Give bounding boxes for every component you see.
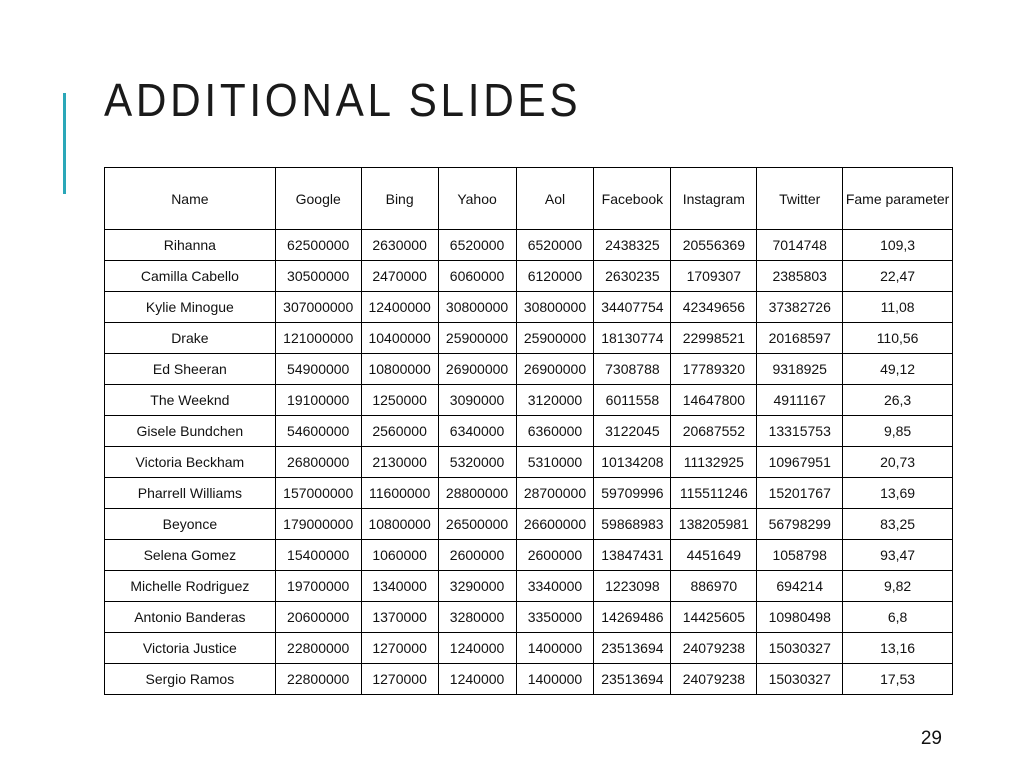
cell-google: 19700000 [275, 571, 361, 602]
cell-facebook: 13847431 [594, 540, 671, 571]
cell-yahoo: 1240000 [438, 633, 516, 664]
cell-name: Camilla Cabello [105, 261, 276, 292]
cell-yahoo: 5320000 [438, 447, 516, 478]
cell-fame-parameter: 93,47 [843, 540, 953, 571]
cell-name: Selena Gomez [105, 540, 276, 571]
cell-aol: 1400000 [516, 633, 594, 664]
cell-bing: 1340000 [361, 571, 438, 602]
cell-instagram: 24079238 [671, 633, 757, 664]
cell-yahoo: 2600000 [438, 540, 516, 571]
table-row [105, 447, 953, 478]
cell-yahoo: 3280000 [438, 602, 516, 633]
slide-title: ADDITIONAL SLIDES [104, 74, 582, 126]
table-row [105, 664, 953, 695]
cell-google: 22800000 [275, 633, 361, 664]
table-row [105, 602, 953, 633]
cell-bing: 1250000 [361, 385, 438, 416]
cell-instagram: 17789320 [671, 354, 757, 385]
cell-name: Victoria Beckham [105, 447, 276, 478]
cell-name: Pharrell Williams [105, 478, 276, 509]
cell-bing: 2470000 [361, 261, 438, 292]
cell-aol: 5310000 [516, 447, 594, 478]
cell-yahoo: 30800000 [438, 292, 516, 323]
cell-twitter: 10980498 [757, 602, 843, 633]
cell-facebook: 23513694 [594, 664, 671, 695]
cell-twitter: 2385803 [757, 261, 843, 292]
cell-aol: 3120000 [516, 385, 594, 416]
cell-facebook: 1223098 [594, 571, 671, 602]
cell-bing: 1270000 [361, 633, 438, 664]
cell-twitter: 37382726 [757, 292, 843, 323]
cell-aol: 6360000 [516, 416, 594, 447]
cell-fame-parameter: 13,16 [843, 633, 953, 664]
cell-yahoo: 3090000 [438, 385, 516, 416]
cell-google: 26800000 [275, 447, 361, 478]
cell-instagram: 115511246 [671, 478, 757, 509]
header-fame-parameter: Fame parameter [843, 168, 953, 230]
cell-name: Rihanna [105, 230, 276, 261]
cell-twitter: 10967951 [757, 447, 843, 478]
cell-bing: 10800000 [361, 354, 438, 385]
cell-aol: 6120000 [516, 261, 594, 292]
cell-aol: 25900000 [516, 323, 594, 354]
cell-aol: 30800000 [516, 292, 594, 323]
cell-facebook: 10134208 [594, 447, 671, 478]
cell-facebook: 2630235 [594, 261, 671, 292]
cell-fame-parameter: 22,47 [843, 261, 953, 292]
cell-aol: 3350000 [516, 602, 594, 633]
cell-twitter: 1058798 [757, 540, 843, 571]
cell-name: Victoria Justice [105, 633, 276, 664]
cell-fame-parameter: 49,12 [843, 354, 953, 385]
cell-aol: 26600000 [516, 509, 594, 540]
cell-facebook: 3122045 [594, 416, 671, 447]
cell-aol: 2600000 [516, 540, 594, 571]
header-name: Name [105, 168, 276, 230]
cell-google: 19100000 [275, 385, 361, 416]
cell-aol: 28700000 [516, 478, 594, 509]
cell-yahoo: 6340000 [438, 416, 516, 447]
cell-fame-parameter: 9,82 [843, 571, 953, 602]
cell-facebook: 18130774 [594, 323, 671, 354]
table-row [105, 416, 953, 447]
cell-facebook: 7308788 [594, 354, 671, 385]
cell-twitter: 20168597 [757, 323, 843, 354]
cell-name: Sergio Ramos [105, 664, 276, 695]
cell-facebook: 59868983 [594, 509, 671, 540]
table-row [105, 230, 953, 261]
cell-name: The Weeknd [105, 385, 276, 416]
table-row [105, 571, 953, 602]
cell-google: 30500000 [275, 261, 361, 292]
cell-yahoo: 28800000 [438, 478, 516, 509]
cell-twitter: 56798299 [757, 509, 843, 540]
cell-aol: 1400000 [516, 664, 594, 695]
table-row [105, 292, 953, 323]
cell-yahoo: 25900000 [438, 323, 516, 354]
header-twitter: Twitter [757, 168, 843, 230]
table-row [105, 323, 953, 354]
cell-name: Drake [105, 323, 276, 354]
cell-instagram: 886970 [671, 571, 757, 602]
cell-google: 15400000 [275, 540, 361, 571]
cell-google: 20600000 [275, 602, 361, 633]
data-table-container [104, 167, 953, 695]
cell-bing: 1060000 [361, 540, 438, 571]
cell-fame-parameter: 6,8 [843, 602, 953, 633]
cell-bing: 1370000 [361, 602, 438, 633]
cell-google: 22800000 [275, 664, 361, 695]
cell-fame-parameter: 109,3 [843, 230, 953, 261]
cell-instagram: 20556369 [671, 230, 757, 261]
cell-twitter: 694214 [757, 571, 843, 602]
table-row [105, 540, 953, 571]
cell-fame-parameter: 11,08 [843, 292, 953, 323]
cell-yahoo: 26500000 [438, 509, 516, 540]
cell-fame-parameter: 13,69 [843, 478, 953, 509]
cell-facebook: 14269486 [594, 602, 671, 633]
cell-name: Gisele Bundchen [105, 416, 276, 447]
header-bing: Bing [361, 168, 438, 230]
cell-google: 157000000 [275, 478, 361, 509]
cell-yahoo: 26900000 [438, 354, 516, 385]
cell-google: 54900000 [275, 354, 361, 385]
cell-yahoo: 1240000 [438, 664, 516, 695]
cell-twitter: 13315753 [757, 416, 843, 447]
cell-fame-parameter: 83,25 [843, 509, 953, 540]
fame-data-table [104, 167, 953, 695]
table-row [105, 385, 953, 416]
cell-bing: 10800000 [361, 509, 438, 540]
cell-aol: 26900000 [516, 354, 594, 385]
cell-name: Ed Sheeran [105, 354, 276, 385]
table-row [105, 354, 953, 385]
cell-google: 62500000 [275, 230, 361, 261]
cell-name: Antonio Banderas [105, 602, 276, 633]
cell-twitter: 15030327 [757, 633, 843, 664]
accent-bar [63, 93, 66, 194]
cell-google: 121000000 [275, 323, 361, 354]
cell-facebook: 2438325 [594, 230, 671, 261]
cell-google: 307000000 [275, 292, 361, 323]
header-google: Google [275, 168, 361, 230]
cell-bing: 2630000 [361, 230, 438, 261]
cell-fame-parameter: 9,85 [843, 416, 953, 447]
cell-twitter: 9318925 [757, 354, 843, 385]
cell-twitter: 15030327 [757, 664, 843, 695]
cell-instagram: 138205981 [671, 509, 757, 540]
cell-facebook: 59709996 [594, 478, 671, 509]
cell-twitter: 15201767 [757, 478, 843, 509]
cell-instagram: 20687552 [671, 416, 757, 447]
cell-bing: 1270000 [361, 664, 438, 695]
cell-twitter: 4911167 [757, 385, 843, 416]
cell-bing: 12400000 [361, 292, 438, 323]
table-row [105, 478, 953, 509]
header-yahoo: Yahoo [438, 168, 516, 230]
cell-facebook: 6011558 [594, 385, 671, 416]
cell-bing: 2560000 [361, 416, 438, 447]
cell-aol: 6520000 [516, 230, 594, 261]
cell-yahoo: 3290000 [438, 571, 516, 602]
cell-twitter: 7014748 [757, 230, 843, 261]
table-row [105, 509, 953, 540]
table-body [105, 230, 953, 695]
cell-instagram: 4451649 [671, 540, 757, 571]
cell-name: Kylie Minogue [105, 292, 276, 323]
cell-fame-parameter: 17,53 [843, 664, 953, 695]
page-number: 29 [920, 728, 942, 749]
table-row [105, 261, 953, 292]
cell-fame-parameter: 26,3 [843, 385, 953, 416]
cell-instagram: 24079238 [671, 664, 757, 695]
cell-bing: 10400000 [361, 323, 438, 354]
cell-fame-parameter: 110,56 [843, 323, 953, 354]
cell-name: Michelle Rodriguez [105, 571, 276, 602]
cell-bing: 2130000 [361, 447, 438, 478]
cell-instagram: 1709307 [671, 261, 757, 292]
cell-instagram: 14425605 [671, 602, 757, 633]
cell-google: 179000000 [275, 509, 361, 540]
table-row [105, 633, 953, 664]
cell-fame-parameter: 20,73 [843, 447, 953, 478]
cell-instagram: 14647800 [671, 385, 757, 416]
cell-aol: 3340000 [516, 571, 594, 602]
header-facebook: Facebook [594, 168, 671, 230]
cell-facebook: 34407754 [594, 292, 671, 323]
cell-instagram: 22998521 [671, 323, 757, 354]
cell-facebook: 23513694 [594, 633, 671, 664]
header-instagram: Instagram [671, 168, 757, 230]
cell-name: Beyonce [105, 509, 276, 540]
cell-google: 54600000 [275, 416, 361, 447]
table-header-row [105, 168, 953, 230]
cell-bing: 11600000 [361, 478, 438, 509]
cell-instagram: 42349656 [671, 292, 757, 323]
cell-yahoo: 6520000 [438, 230, 516, 261]
cell-instagram: 11132925 [671, 447, 757, 478]
cell-yahoo: 6060000 [438, 261, 516, 292]
header-aol: Aol [516, 168, 594, 230]
